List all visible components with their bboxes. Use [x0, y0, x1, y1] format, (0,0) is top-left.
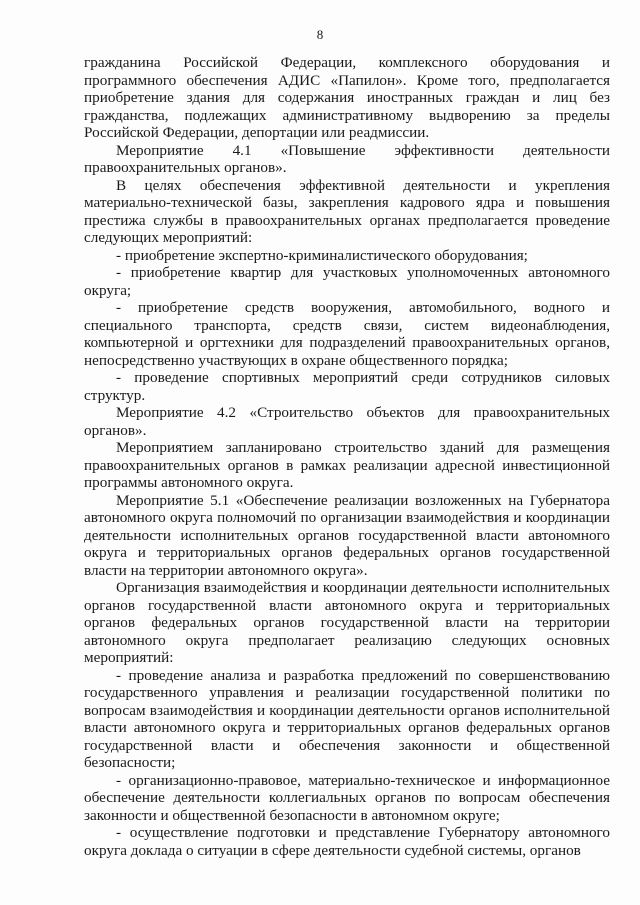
- paragraph: Организация взаимодействия и координации деятельности исполнительных органов государственной власти автономного округа и территориальных органов федеральных органов государственной власти на территории автономного округа предполагает реализацию следующих основных мероприятий:: [84, 579, 610, 666]
- list-item: - осуществление подготовки и представление Губернатору автономного округа доклада о ситуации в сфере деятельности судебной системы, органов: [84, 824, 610, 859]
- paragraph: Мероприятием запланировано строительство зданий для размещения правоохранительных органов в рамках реализации адресной инвестиционной программы автономного округа.: [84, 439, 610, 491]
- list-item: - организационно-правовое, материально-техническое и информационное обеспечение деятельности коллегиальных органов по вопросам обеспечения законности и общественной безопасности в автономном округе;: [84, 771, 610, 824]
- list-item: - проведение анализа и разработка предложений по совершенствованию государственного управления и реализации государственной политики по вопросам взаимодействия и координации деятельности органов исполнительной власти автономного округа и территориальных органов федеральных органов государственной власти и обеспечения законности и общественной безопасности;: [84, 666, 610, 771]
- list-item: - проведение спортивных мероприятий среди сотрудников силовых структур.: [84, 369, 610, 404]
- list-item: - приобретение экспертно-криминалистического оборудования;: [116, 246, 528, 264]
- page-number: 8: [316, 27, 324, 42]
- list-item: - приобретение квартир для участковых уполномоченных автономного округа;: [84, 264, 610, 299]
- paragraph: Мероприятие 4.1 «Повышение эффективности деятельности правоохранительных органов».: [84, 141, 610, 176]
- paragraph: Мероприятие 5.1 «Обеспечение реализации возложенных на Губернатора автономного округа полномочий по организации взаимодействия и координации деятельности исполнительных органов государственной власти автономного округа и территориальных органов федеральных органов государственной власти на территории автономного округа».: [84, 491, 610, 579]
- list-item: - приобретение средств вооружения, автомобильного, водного и специального транспорта, средств связи, систем видеонаблюдения, компьютерной и оргтехники для подразделений правоохранительных органов, непосредственно участвующих в охране общественного порядка;: [84, 299, 610, 369]
- paragraph: Мероприятие 4.2 «Строительство объектов для правоохранительных органов».: [84, 404, 610, 439]
- document-body: [84, 54, 610, 859]
- paragraph: В целях обеспечения эффективной деятельности и укрепления материально-технической базы, закрепления кадрового ядра и повышения престижа службы в правоохранительных органах предполагается проведение следующих мероприятий:: [84, 176, 610, 246]
- paragraph: гражданина Российской Федерации, комплексного оборудования и программного обеспечения АДИС «Папилон». Кроме того, предполагается приобретение здания для содержания иностранных граждан и лиц без гражданства, подлежащих административному выдворению за пределы Российской Федерации, депортации или реадмиссии.: [84, 54, 610, 141]
